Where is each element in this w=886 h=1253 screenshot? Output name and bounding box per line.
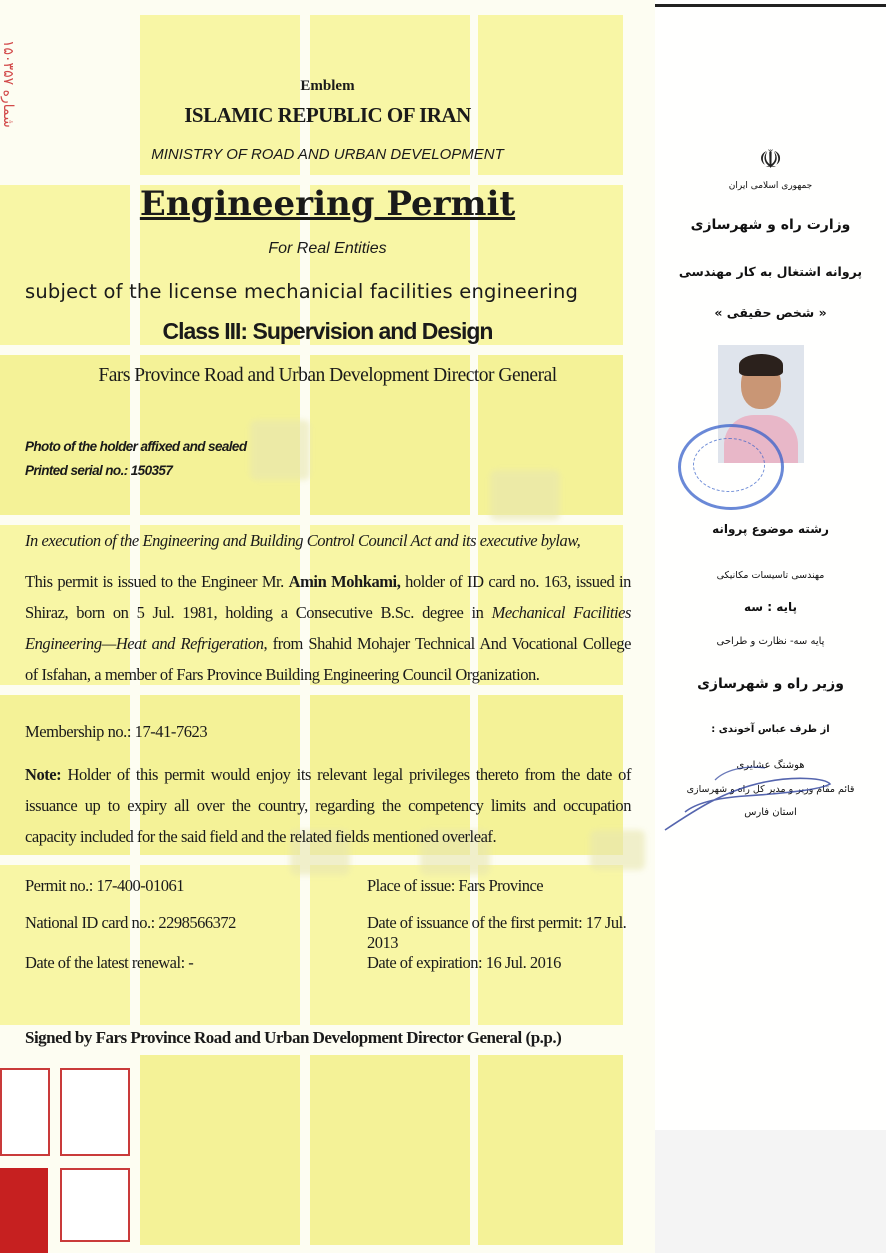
degree-field: Mechanical Facilities Engineering—Heat and Refrigeration — [25, 603, 631, 653]
signature-line: Signed by Fars Province Road and Urban Development Director General (p.p.) — [25, 1028, 562, 1047]
fa-permit-title: پروانه اشتغال به کار مهندسی — [678, 264, 863, 279]
emblem-label: Emblem — [300, 78, 355, 94]
fa-class: پایه سه- نظارت و طراحی — [716, 636, 825, 647]
red-serial-stamp: شماره ۱۵۰۳۵۷ — [0, 40, 16, 128]
serial-number: Printed serial no.: 150357 — [25, 463, 173, 478]
place-of-issue: Place of issue: Fars Province — [367, 876, 544, 895]
red-frame — [0, 1068, 50, 1156]
blue-seal-inner-icon — [693, 438, 765, 492]
holder-name: Amin Mohkami, — [288, 572, 401, 591]
fa-province: استان فارس — [744, 807, 797, 818]
red-frame — [60, 1168, 130, 1242]
card-top-edge — [655, 4, 886, 7]
photo-note: Photo of the holder affixed and sealed — [25, 439, 247, 454]
note-text: Holder of this permit would enjoy its relevant legal privileges thereto from the date of issuance up to expiry all over the country, regarding the competency limits and occupation capacity included for the said field and the related fields mentioned overleaf. — [25, 765, 631, 846]
red-block — [0, 1168, 48, 1253]
persian-card — [655, 0, 886, 1253]
fa-subject-label: رشته موضوع پروانه — [712, 522, 829, 536]
membership-number: Membership no.: 17-41-7623 — [25, 722, 208, 741]
iran-emblem-icon: ☫ — [758, 145, 783, 175]
license-subject: subject of the license mechanicial facilities engineering — [25, 280, 579, 303]
card-bottom — [655, 1130, 886, 1253]
document-subtitle: For Real Entities — [268, 240, 387, 257]
photo-hair — [739, 354, 783, 376]
permit-statement — [25, 566, 631, 690]
fa-minister: وزیر راه و شهرسازی — [697, 676, 844, 692]
latest-renewal-date: Date of the latest renewal: - — [25, 953, 194, 972]
fa-deputy-title: قائم مقام وزیر و مدیر کل راه و شهرسازی — [686, 784, 855, 795]
red-frame — [60, 1068, 130, 1156]
tile — [478, 1055, 623, 1245]
license-class: Class III: Supervision and Design — [162, 318, 493, 344]
permit-number: Permit no.: 17-400-01061 — [25, 876, 184, 895]
country-name: ISLAMIC REPUBLIC OF IRAN — [184, 103, 471, 127]
fa-mechanical: مهندسی تاسیسات مکانیکی — [716, 570, 825, 581]
national-id: National ID card no.: 2298566372 — [25, 913, 236, 932]
smudge — [490, 470, 560, 520]
first-issue-date: Date of issuance of the first permit: 17 Jul. 2013 — [367, 913, 627, 952]
fa-entity-type: « شخص حقیقی » — [714, 305, 827, 320]
fa-republic: جمهوری اسلامی ایران — [728, 181, 813, 191]
permit-text-3: , from Shahid Mohajer Technical And Vocational College of Isfahan, a member of Fars Province Building Engineering Council Organization. — [25, 634, 631, 684]
fa-ministry: وزارت راه و شهرسازی — [690, 217, 851, 233]
note-label: Note: — [25, 765, 62, 784]
fa-signer-name: هوشنگ عشایری — [736, 760, 805, 771]
expiration-date: Date of expiration: 16 Jul. 2016 — [367, 953, 561, 972]
fa-from: از طرف عباس آخوندی : — [711, 724, 830, 735]
issuing-director: Fars Province Road and Urban Development Director General — [98, 365, 557, 386]
tile — [140, 1055, 300, 1245]
document-title: Engineering Permit — [139, 184, 516, 224]
note-paragraph — [25, 759, 631, 852]
execution-statement: In execution of the Engineering and Building Control Council Act and its executive bylaw, — [25, 531, 581, 550]
ministry-name: MINISTRY OF ROAD AND URBAN DEVELOPMENT — [151, 146, 504, 163]
permit-text-1: This permit is issued to the Engineer Mr. — [25, 572, 284, 591]
fa-grade: پایه : سه — [743, 600, 798, 614]
smudge — [250, 420, 310, 480]
handwritten-signature-icon — [655, 760, 886, 840]
tile — [310, 1055, 470, 1245]
permit-text-2: holder of ID card no. 163, issued in Shiraz, born on 5 Jul. 1981, holding a Consecutive B.Sc. degree in — [25, 572, 631, 622]
photo-note-block — [25, 434, 247, 484]
